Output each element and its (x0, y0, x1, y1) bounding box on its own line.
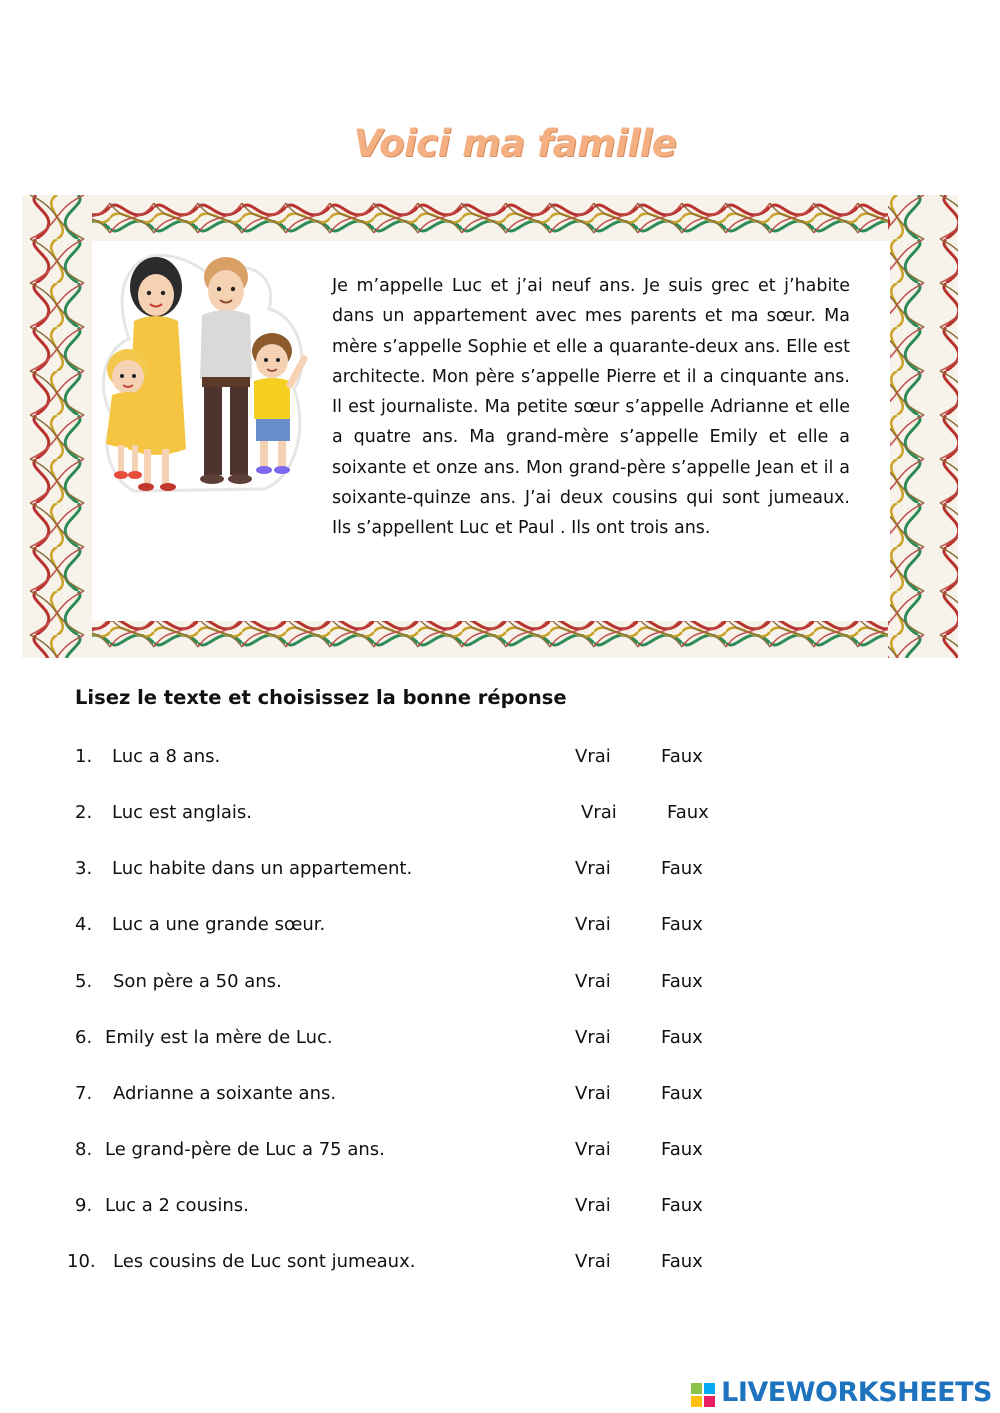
question-text: Luc a 8 ans. (112, 746, 221, 767)
question-text: Le grand-père de Luc a 75 ans. (105, 1139, 385, 1160)
vrai-option[interactable]: Vrai (575, 971, 611, 992)
vrai-option[interactable]: Vrai (575, 746, 611, 767)
faux-option[interactable]: Faux (661, 1139, 703, 1160)
question-row (0, 1027, 1000, 1057)
question-row (0, 1083, 1000, 1113)
question-row (0, 802, 1000, 832)
celtic-border-frame (22, 195, 958, 658)
question-text: Les cousins de Luc sont jumeaux. (113, 1251, 416, 1272)
page-title: Voici ma famille (353, 122, 677, 165)
faux-option[interactable]: Faux (661, 746, 703, 767)
question-text: Luc habite dans un appartement. (112, 858, 413, 879)
question-text: Luc a 2 cousins. (105, 1195, 249, 1216)
story-text: Je m’appelle Luc et j’ai neuf ans. Je suis grec et j’habite dans un appartement avec mes parents et ma sœur. Ma mère s’appelle Sophie et elle a quarante-deux ans. Elle est architecte. Mon père s’appelle Pierre et il a cinquante ans. Il est journaliste. Ma petite sœur s’appelle Adrianne et elle a quatre ans. Ma grand-mère s’appelle Emily et elle a soixante et onze ans. Mon grand-père s’appelle Jean et il a soixante-quinze ans. J’ai deux cousins qui sont jumeaux. Ils s’appellent Luc et Paul . Ils ont trois ans. (332, 276, 850, 539)
question-number: 4. (75, 914, 93, 935)
faux-option[interactable]: Faux (661, 1251, 703, 1272)
question-text: Luc est anglais. (112, 802, 252, 823)
faux-option[interactable]: Faux (661, 971, 703, 992)
question-row (0, 1139, 1000, 1169)
faux-option[interactable]: Faux (661, 1027, 703, 1048)
question-row (0, 858, 1000, 888)
question-number: 3. (75, 858, 93, 879)
vrai-option[interactable]: Vrai (575, 914, 611, 935)
question-text: Emily est la mère de Luc. (105, 1027, 333, 1048)
vrai-option[interactable]: Vrai (581, 802, 617, 823)
question-number: 9. (75, 1195, 93, 1216)
vrai-option[interactable]: Vrai (575, 858, 611, 879)
vrai-option[interactable]: Vrai (575, 1027, 611, 1048)
question-number: 8. (75, 1139, 93, 1160)
question-number: 1. (75, 746, 93, 767)
faux-option[interactable]: Faux (661, 1195, 703, 1216)
faux-option[interactable]: Faux (667, 802, 709, 823)
liveworksheets-logo (691, 1377, 992, 1407)
question-row (0, 971, 1000, 1001)
instructions: Lisez le texte et choisissez la bonne réponse (75, 686, 567, 709)
question-row (0, 1195, 1000, 1225)
family-illustration (94, 249, 324, 499)
question-number: 6. (75, 1027, 93, 1048)
question-text: Adrianne a soixante ans. (113, 1083, 337, 1104)
vrai-option[interactable]: Vrai (575, 1139, 611, 1160)
vrai-option[interactable]: Vrai (575, 1083, 611, 1104)
liveworksheets-icon (691, 1381, 717, 1407)
question-number: 10. (67, 1251, 96, 1272)
question-text: Son père a 50 ans. (113, 971, 282, 992)
question-number: 2. (75, 802, 93, 823)
vrai-option[interactable]: Vrai (575, 1195, 611, 1216)
question-row (0, 746, 1000, 776)
question-row (0, 914, 1000, 944)
faux-option[interactable]: Faux (661, 914, 703, 935)
question-text: Luc a une grande sœur. (112, 914, 326, 935)
vrai-option[interactable]: Vrai (575, 1251, 611, 1272)
question-row (0, 1251, 1000, 1281)
question-number: 7. (75, 1083, 93, 1104)
faux-option[interactable]: Faux (661, 1083, 703, 1104)
question-number: 5. (75, 971, 93, 992)
faux-option[interactable]: Faux (661, 858, 703, 879)
brand-text: LIVEWORKSHEETS (721, 1377, 992, 1408)
